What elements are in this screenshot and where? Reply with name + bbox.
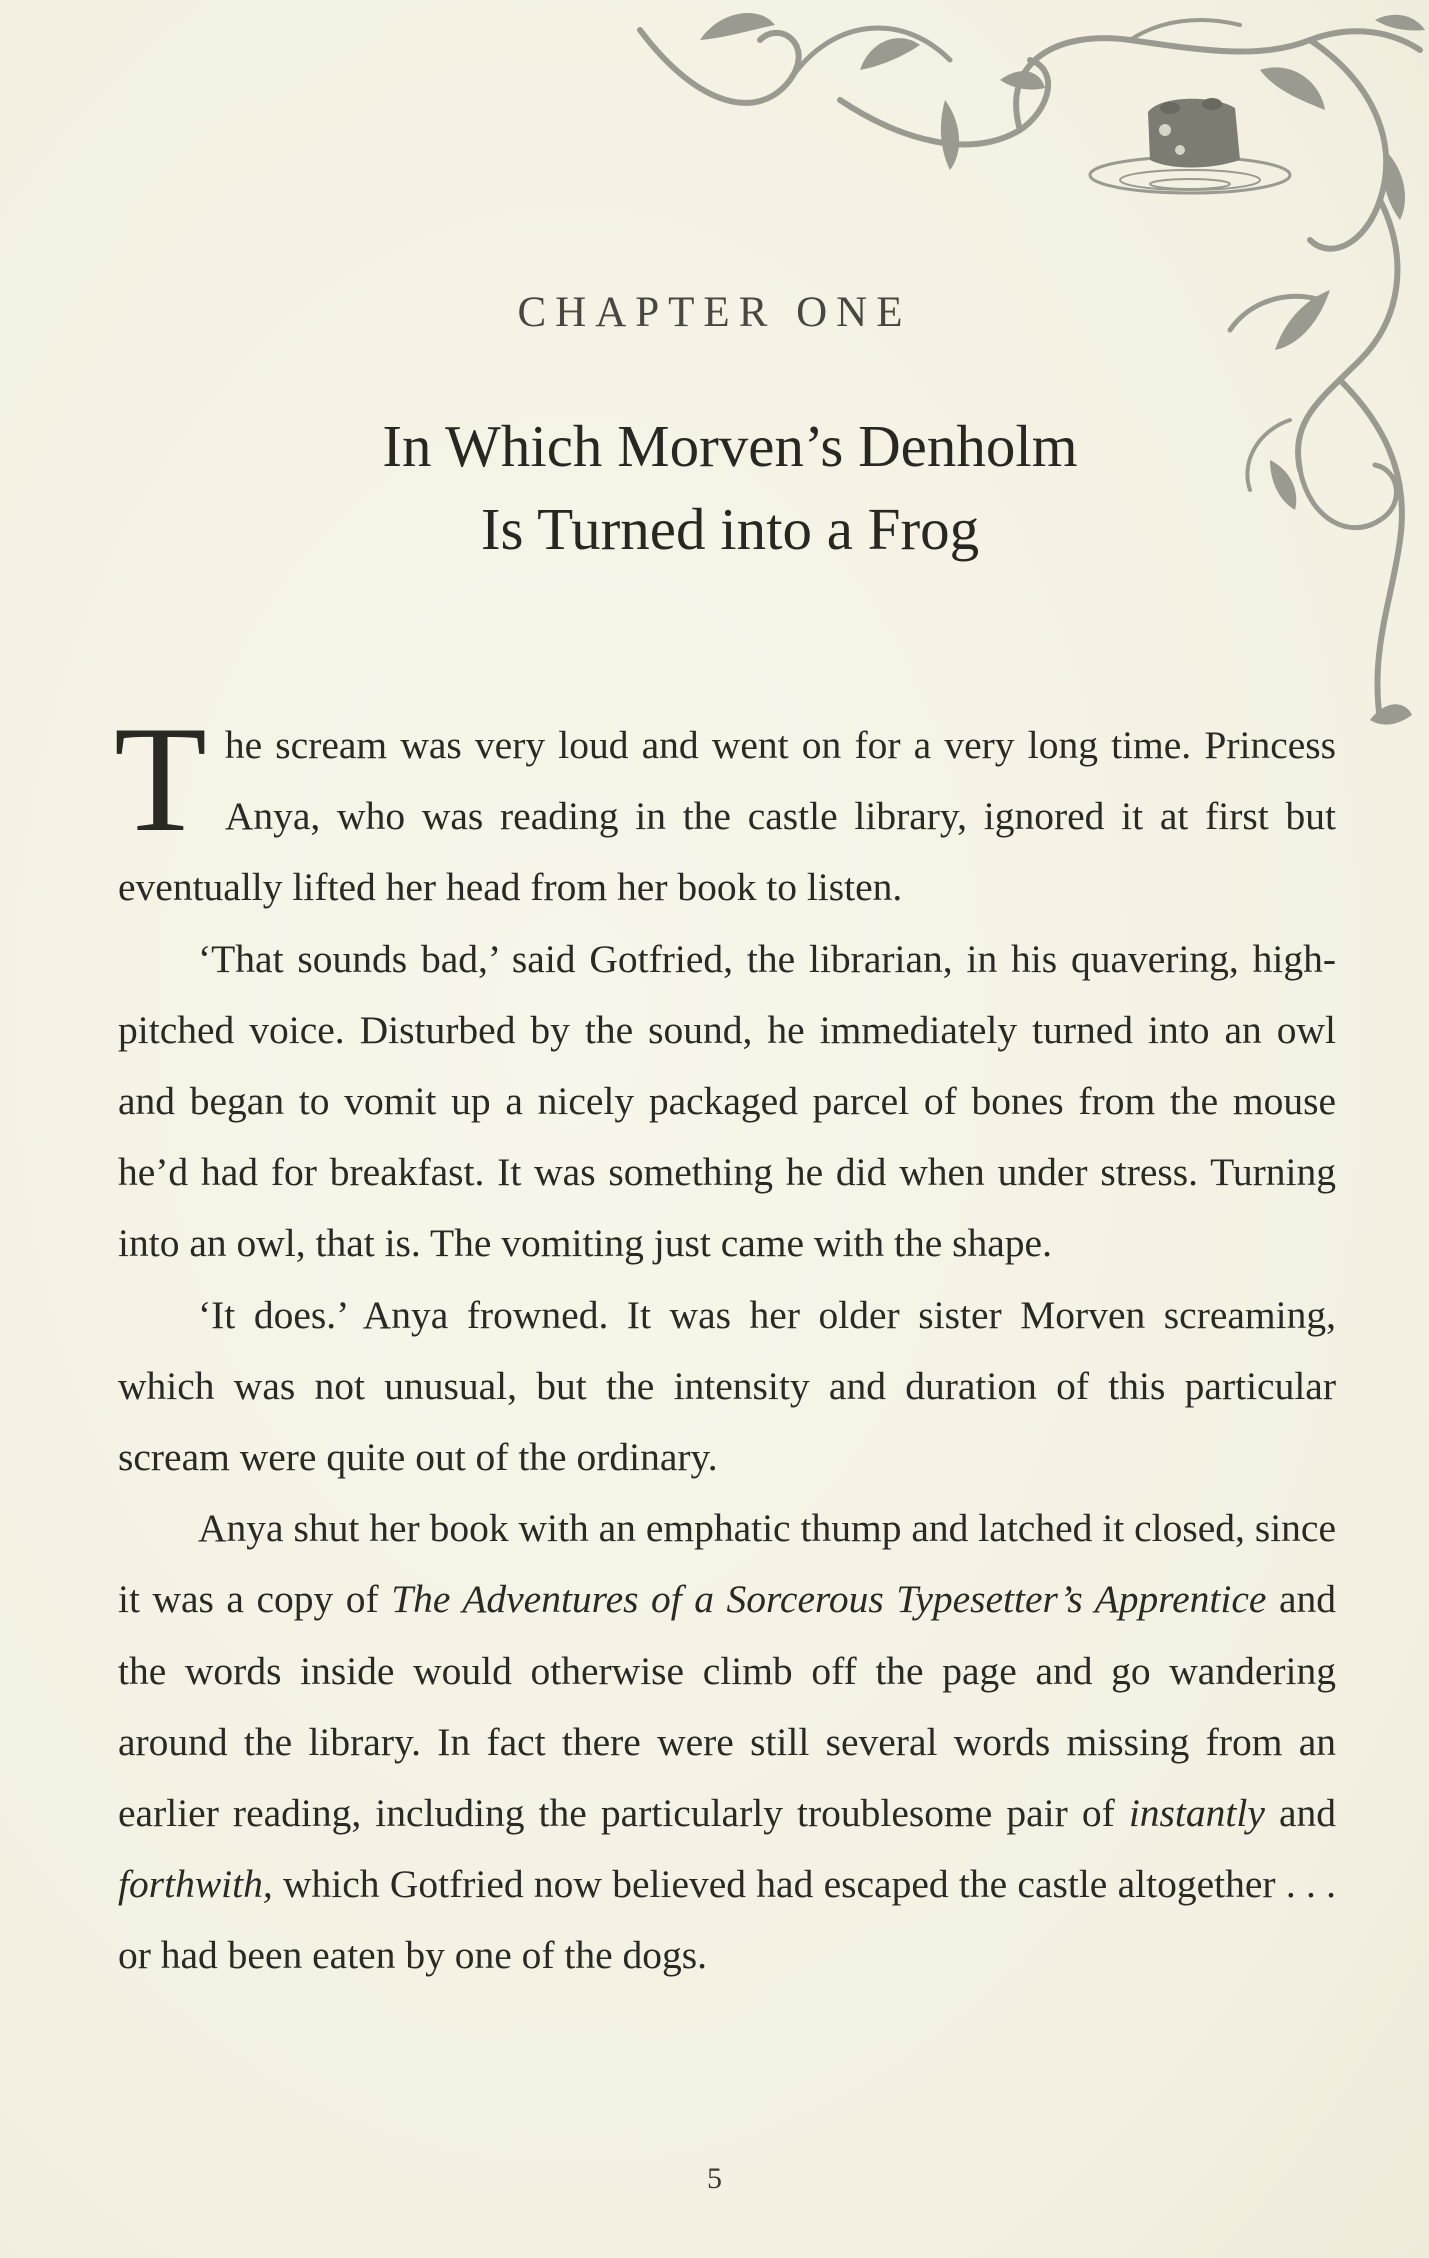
chapter-title-line-1: In Which Morven’s Denholm xyxy=(382,413,1078,479)
paragraph-1 xyxy=(114,695,1336,924)
italic-word-instantly: instantly xyxy=(1128,1791,1265,1836)
page-number: 5 xyxy=(707,2162,722,2195)
chapter-title xyxy=(200,405,1260,571)
paragraph-4-text-4: which Gotfried now believed had escaped the castle altogether . . . or had been eaten by one of the dogs. xyxy=(118,1862,1336,1978)
paragraph-2: ‘That sounds bad,’ said Gotfried, the librarian, in his quavering, high-pitched voice. Disturbed by the sound, he immediately turned into an owl and began to vomit up a nicely packaged parcel of bones from the mouse he’d had for breakfast. It was something he did when under stress. Turning into an owl, that is. The vomiting just came with the shape. xyxy=(118,936,1336,1266)
paragraph-1-text: he scream was very loud and went on for a very long time. Princess Anya, who was reading in the castle library, ignored it at first but eventually lifted her head from her book to listen. xyxy=(118,723,1336,910)
book-title: The Adventures of a Sorcerous Typesetter’s Apprentice xyxy=(391,1577,1267,1622)
paragraph-4-text-2: and the words inside would otherwise climb off the page and go wandering around the library. In fact there were still several words missing from an earlier reading, including the particularly troublesome pair of xyxy=(118,1577,1336,1836)
chapter-label: CHAPTER ONE xyxy=(517,289,912,336)
paragraph-4-text-1: Anya shut her book with an emphatic thump and latched it closed, since it was a copy of xyxy=(118,1506,1336,1622)
frog-in-pond-icon xyxy=(1148,98,1240,168)
paragraph-4 xyxy=(118,1493,1336,1991)
chapter-title-line-2: Is Turned into a Frog xyxy=(480,496,980,562)
drop-cap: T xyxy=(114,695,207,863)
chapter-body xyxy=(114,695,1336,1992)
paragraph-3: ‘It does.’ Anya frowned. It was her older sister Morven screaming, which was not unusual, but the intensity and duration of this particular scream were quite out of the ordinary. xyxy=(118,1292,1336,1480)
paragraph-4-text-3: and xyxy=(1264,1791,1336,1836)
italic-word-forthwith: forthwith, xyxy=(118,1862,273,1907)
vine-scroll-ornament xyxy=(0,0,1429,760)
